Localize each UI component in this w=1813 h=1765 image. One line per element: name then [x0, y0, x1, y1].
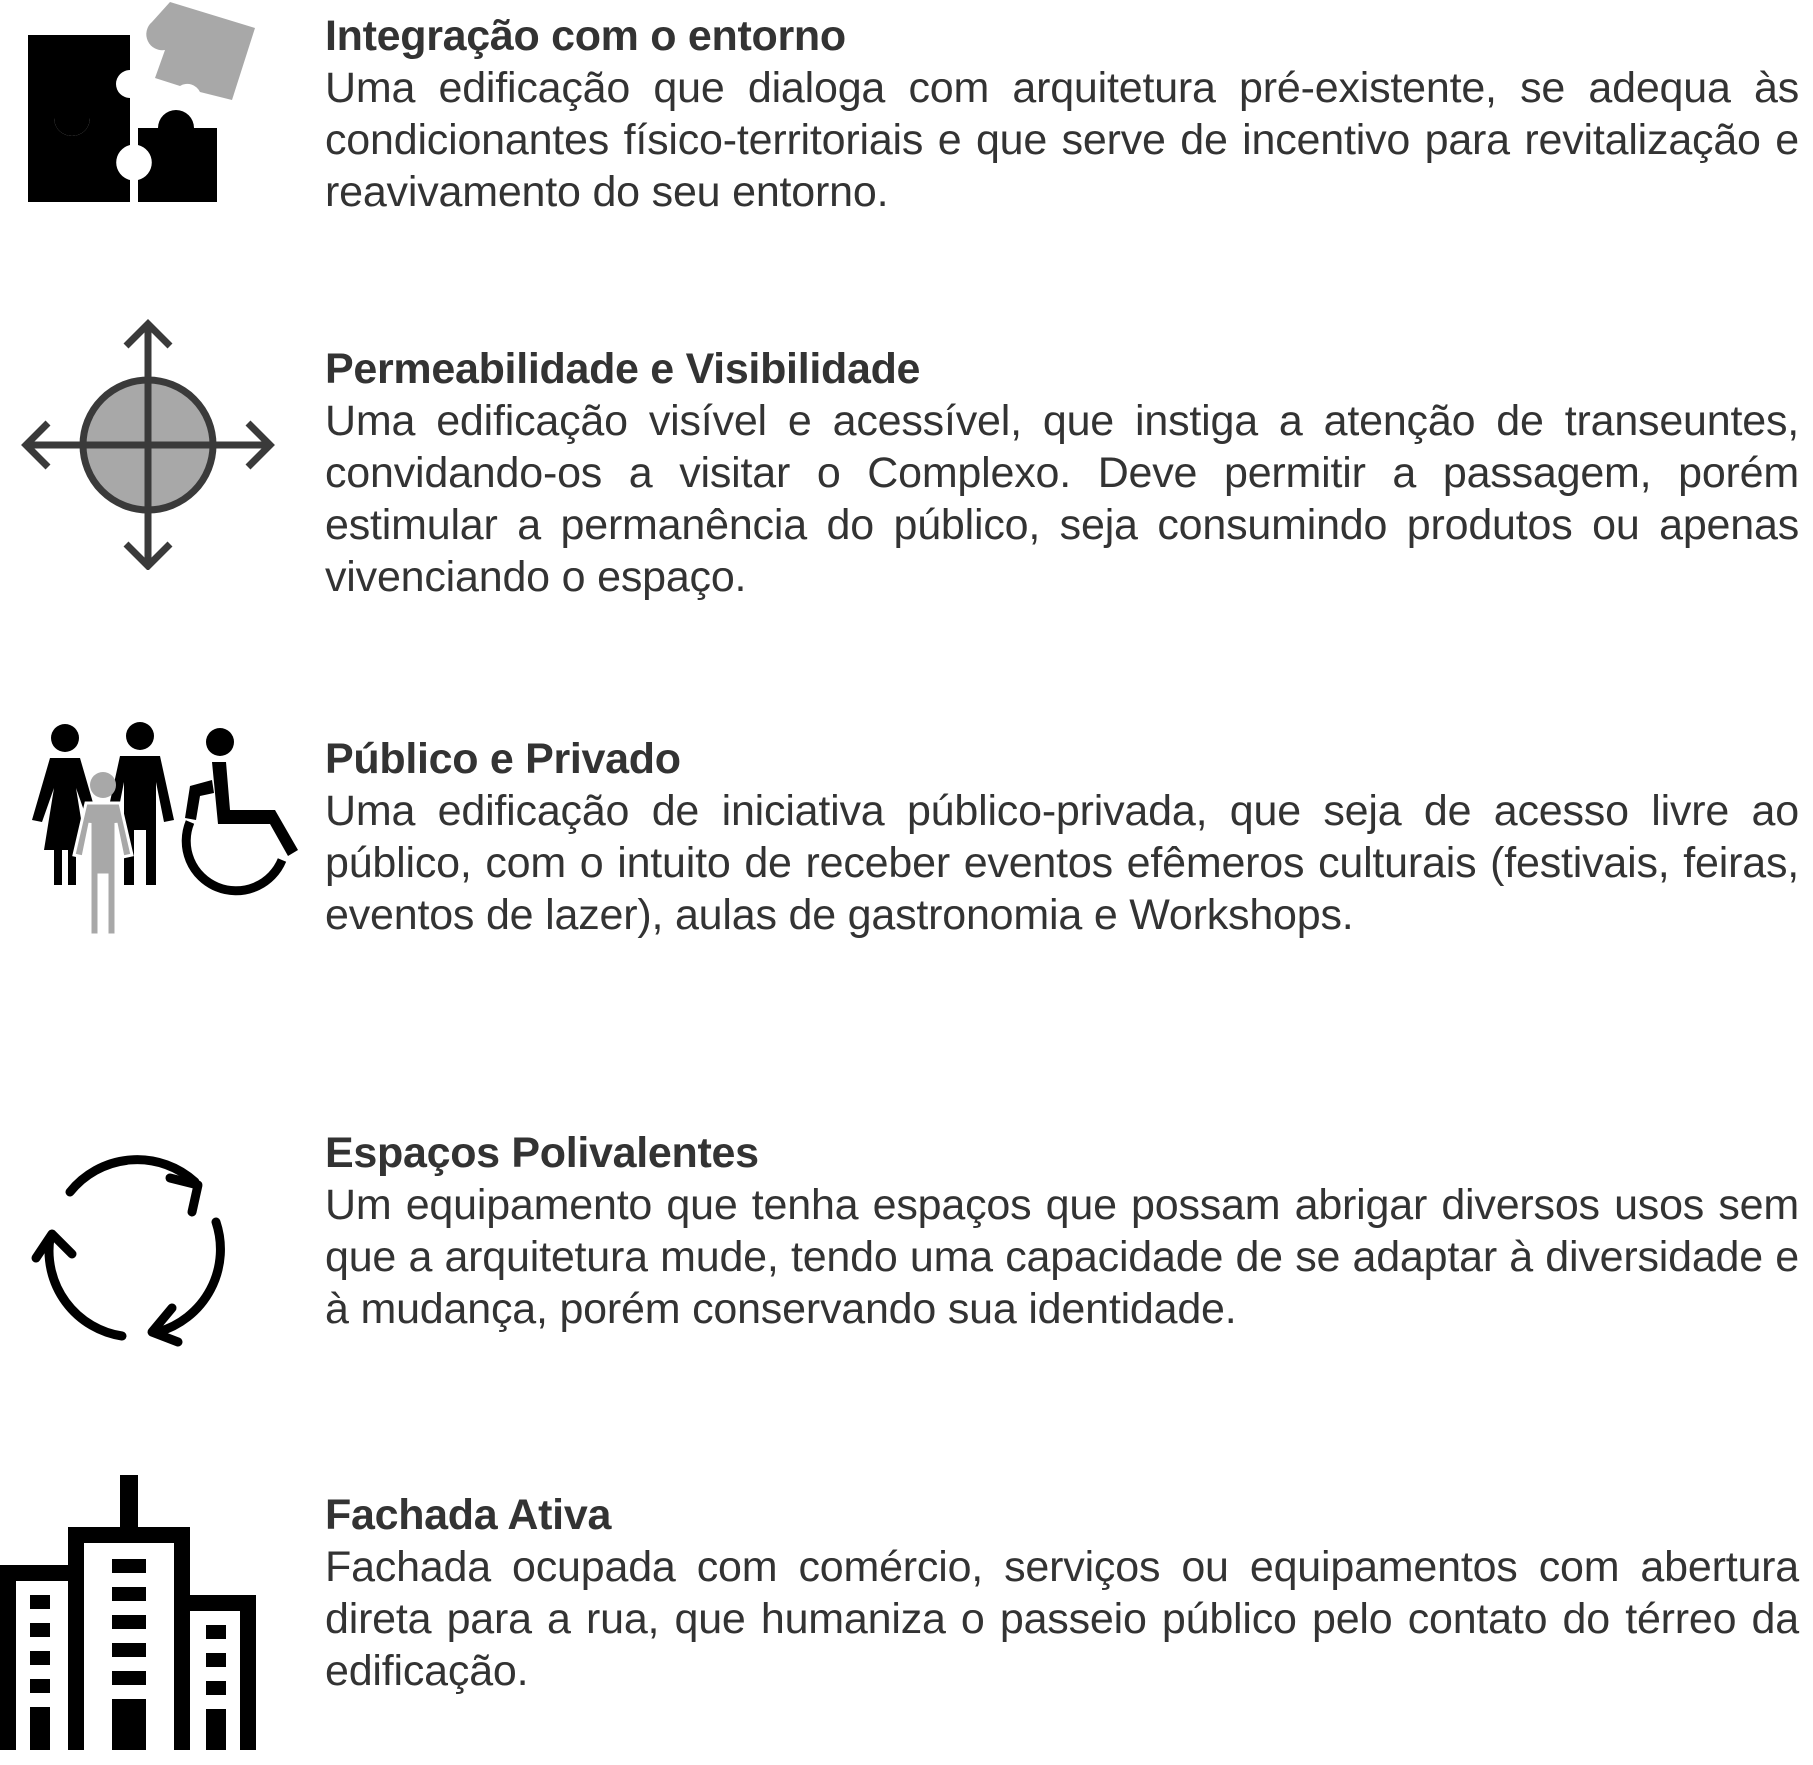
cycle-arrows-icon: [20, 1150, 250, 1350]
desc-espacos-polivalentes: Um equipamento que tenha espaços que possam abrigar diversos usos sem que a arquitetura mude, tendo uma capacidade de se adaptar à diversidade e à mudança, porém conservando sua identidade.: [325, 1181, 1799, 1333]
title-permeabilidade: Permeabilidade e Visibilidade: [325, 345, 921, 393]
title-fachada-ativa: Fachada Ativa: [325, 1491, 612, 1539]
desc-permeabilidade: Uma edificação visível e acessível, que instiga a atenção de transeuntes, convidando-os a visitar o Complexo. Deve permitir a passagem, porém estimular a permanência do público, seja consumindo produtos ou apenas vivenciando o espaço.: [325, 397, 1799, 601]
buildings-icon: [0, 1475, 260, 1755]
people-accessibility-icon: [20, 710, 320, 950]
desc-publico-privado: Uma edificação de iniciativa público-privada, que seja de acesso livre ao público, com o intuito de receber eventos efêmeros culturais (festivais, feiras, eventos de lazer), aulas de gastronomia e Workshops.: [325, 787, 1799, 939]
compass-arrows-icon: [20, 310, 280, 570]
title-espacos-polivalentes: Espaços Polivalentes: [325, 1129, 759, 1177]
puzzle-icon: [20, 0, 270, 210]
desc-fachada-ativa: Fachada ocupada com comércio, serviços ou equipamentos com abertura direta para a rua, que humaniza o passeio público pelo contato do térreo da edificação.: [325, 1543, 1799, 1695]
title-publico-privado: Público e Privado: [325, 735, 681, 783]
desc-integracao: Uma edificação que dialoga com arquitetura pré-existente, se adequa às condicionantes físico-territoriais e que serve de incentivo para revitalização e reavivamento do seu entorno.: [325, 64, 1799, 216]
title-integracao: Integração com o entorno: [325, 12, 846, 60]
